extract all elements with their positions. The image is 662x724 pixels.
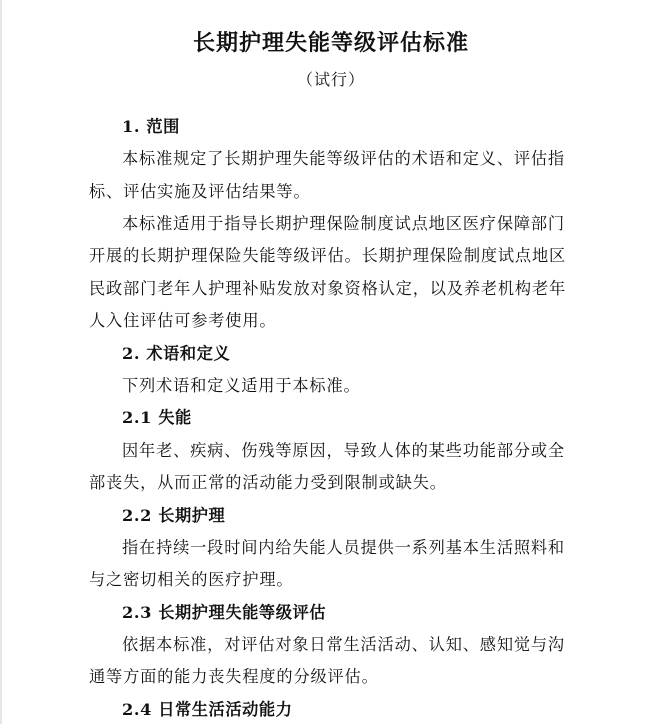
document-title: 长期护理失能等级评估标准 <box>192 30 469 56</box>
paragraph-line: 本标准适用于指导长期护理保险制度试点地区医疗保障部门 <box>122 214 565 233</box>
subsection-heading-disability: 2.1 失能 <box>122 408 192 427</box>
paragraph-line: 指在持续一段时间内给失能人员提供一系列基本生活照料和 <box>122 538 565 557</box>
paragraph-line: 下列术语和定义适用于本标准。 <box>122 376 361 395</box>
section-heading-scope: 1. 范围 <box>122 117 180 136</box>
paragraph-line: 因年老、疾病、伤残等原因，导致人体的某些功能部分或全 <box>122 441 565 460</box>
subsection-heading-assessment: 2.3 长期护理失能等级评估 <box>122 603 327 622</box>
paragraph-line: 通等方面的能力丧失程度的分级评估。 <box>89 667 379 686</box>
section-heading-terms: 2. 术语和定义 <box>122 344 231 363</box>
paragraph-line: 人入住评估可参考使用。 <box>89 311 277 330</box>
paragraph-line: 标、评估实施及评估结果等。 <box>89 182 311 201</box>
paragraph-line: 与之密切相关的医疗护理。 <box>89 570 294 589</box>
paragraph-line: 民政部门老年人护理补贴发放对象资格认定，以及养老机构老年 <box>89 279 567 298</box>
document-subtitle: （试行） <box>296 70 365 89</box>
subsection-heading-adl: 2.4 日常生活活动能力 <box>122 700 293 719</box>
paragraph-line: 部丧失，从而正常的活动能力受到限制或缺失。 <box>89 473 447 492</box>
paragraph-line: 开展的长期护理保险失能等级评估。长期护理保险制度试点地区 <box>89 246 567 265</box>
subsection-heading-long-term-care: 2.2 长期护理 <box>122 506 226 525</box>
paragraph-line: 依据本标准，对评估对象日常生活活动、认知、感知觉与沟 <box>122 635 565 654</box>
paragraph-line: 本标准规定了长期护理失能等级评估的术语和定义、评估指 <box>122 149 565 168</box>
